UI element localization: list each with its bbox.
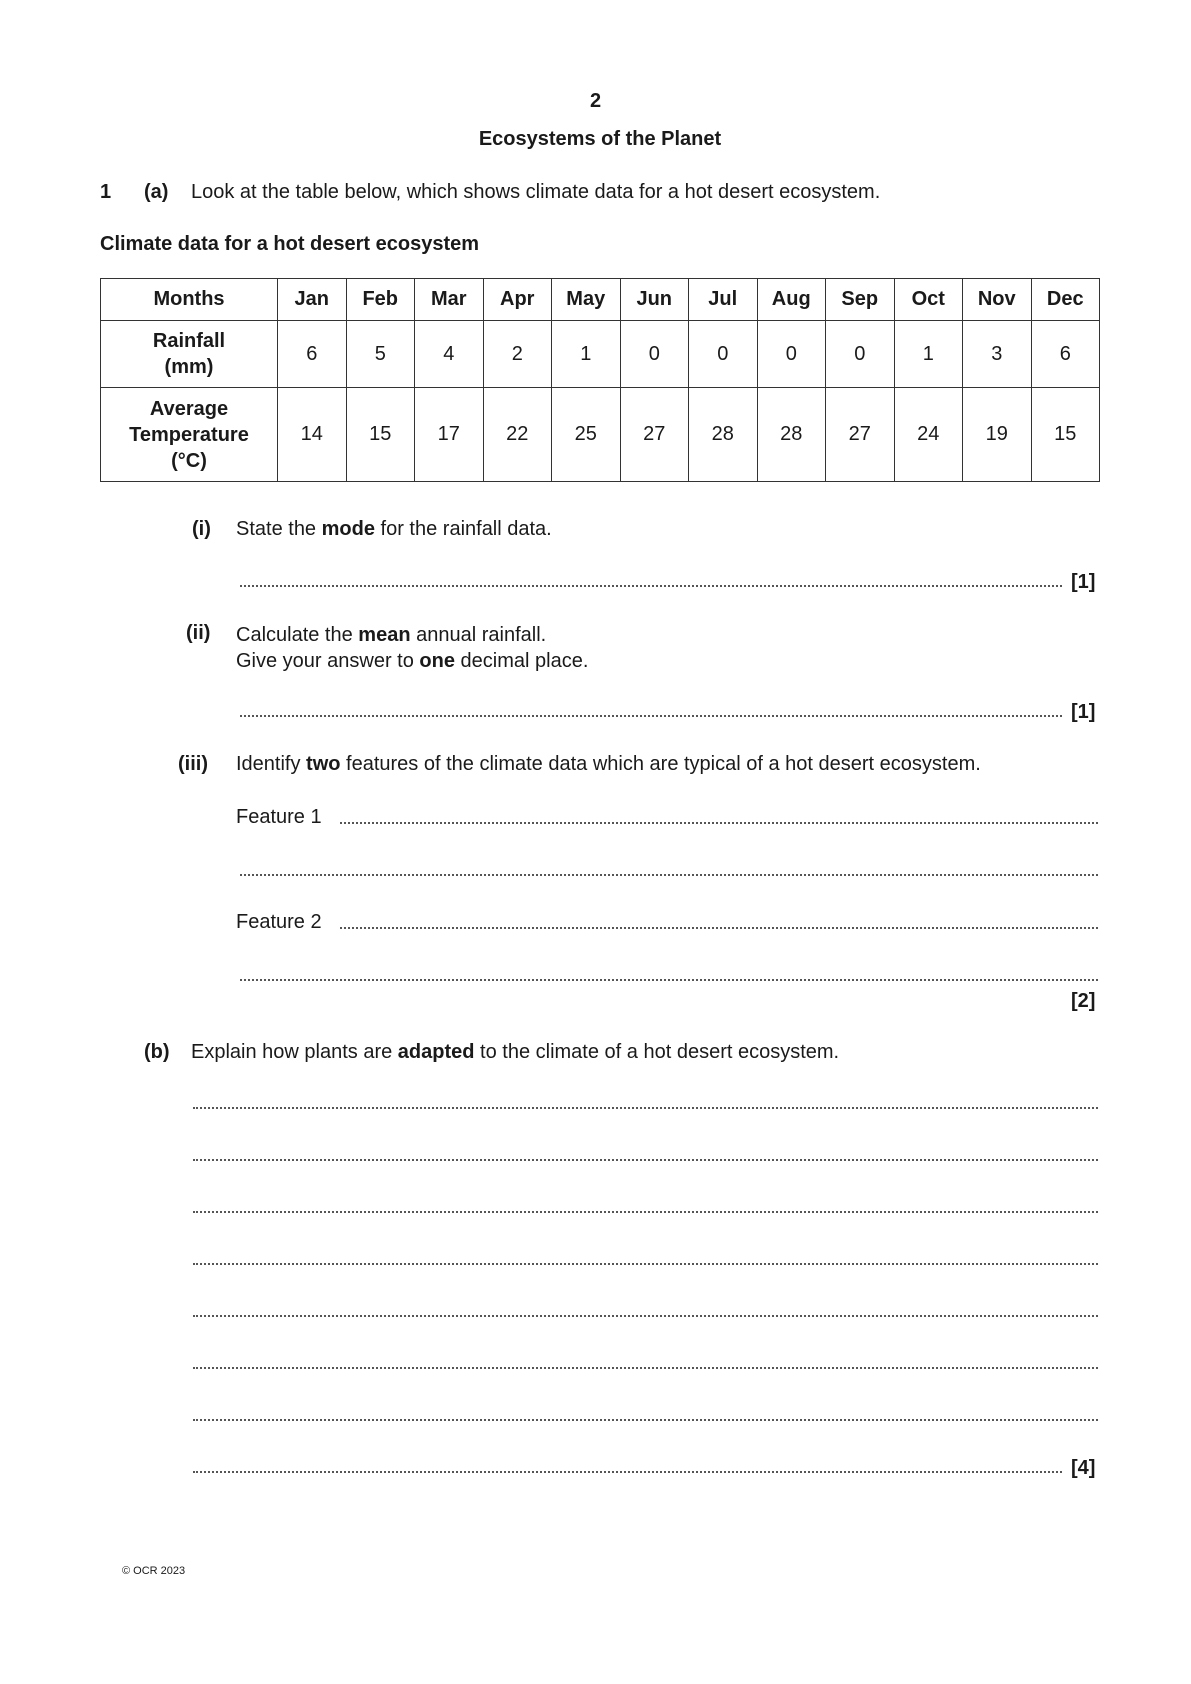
answer-line-b[interactable] — [193, 1419, 1098, 1421]
temperature-cell: 14 — [278, 388, 347, 482]
sub-ii-line1-emphasis: mean — [358, 624, 411, 646]
feature-1-label: Feature 1 — [236, 806, 322, 828]
rainfall-cell: 0 — [689, 321, 758, 388]
temperature-cell: 15 — [1031, 388, 1100, 482]
temperature-cell: 28 — [757, 388, 826, 482]
sub-ii-line2 — [236, 648, 588, 674]
sub-iii-label: (iii) — [178, 753, 208, 775]
sub-i-question — [236, 518, 552, 541]
month-header: Jan — [278, 279, 347, 321]
temperature-row — [101, 388, 1100, 482]
rainfall-cell: 6 — [278, 321, 347, 388]
table-header-row — [101, 279, 1100, 321]
temperature-cell: 17 — [415, 388, 484, 482]
feature-1-line[interactable] — [340, 822, 1098, 824]
temperature-cell: 22 — [483, 388, 552, 482]
rainfall-row — [101, 321, 1100, 388]
sub-ii-line2-text: Give your answer to — [236, 650, 420, 672]
temperature-row-header — [101, 388, 278, 482]
rainfall-cell: 0 — [757, 321, 826, 388]
answer-line-b[interactable] — [193, 1471, 1062, 1473]
sub-i-label: (i) — [192, 518, 211, 540]
month-header: Mar — [415, 279, 484, 321]
answer-line-ii[interactable] — [240, 715, 1062, 717]
part-b-label: (b) — [144, 1041, 170, 1063]
sub-iii-text-end: features of the climate data which are typical of a hot desert ecosystem. — [340, 753, 981, 775]
sub-ii-label: (ii) — [186, 622, 211, 644]
sub-i-text: State the — [236, 518, 322, 540]
marks-b: [4] — [1071, 1457, 1096, 1479]
sub-ii-line1-text: Calculate the — [236, 624, 359, 646]
table-header-months: Months — [101, 279, 278, 321]
month-header: Feb — [346, 279, 415, 321]
month-header: Jun — [620, 279, 689, 321]
sub-ii-question — [236, 622, 588, 674]
temperature-cell: 27 — [826, 388, 895, 482]
part-a-label: (a) — [144, 181, 169, 203]
answer-line-b[interactable] — [193, 1367, 1098, 1369]
rainfall-cell: 5 — [346, 321, 415, 388]
marks-ii: [1] — [1071, 701, 1096, 723]
part-b-text: Explain how plants are — [191, 1041, 398, 1063]
section-title: Ecosystems of the Planet — [478, 128, 722, 150]
temperature-cell: 19 — [963, 388, 1032, 482]
climate-data-table — [100, 278, 1100, 482]
sub-iii-text: Identify — [236, 753, 307, 775]
month-header: Nov — [963, 279, 1032, 321]
temperature-unit: (°C) — [171, 449, 207, 472]
page-number: 2 — [589, 90, 602, 112]
rainfall-cell: 1 — [894, 321, 963, 388]
month-header: Oct — [894, 279, 963, 321]
rainfall-label: Rainfall — [152, 330, 226, 352]
answer-line-b[interactable] — [193, 1263, 1098, 1265]
temperature-cell: 25 — [552, 388, 621, 482]
rainfall-cell: 4 — [415, 321, 484, 388]
part-a-intro: Look at the table below, which shows climate data for a hot desert ecosystem. — [191, 181, 881, 203]
month-header: Sep — [826, 279, 895, 321]
month-header: Jul — [689, 279, 758, 321]
part-b-question — [191, 1041, 839, 1064]
question-number: 1 — [100, 181, 112, 203]
temperature-cell: 15 — [346, 388, 415, 482]
sub-ii-line1-end: annual rainfall. — [410, 624, 547, 646]
temperature-cell: 27 — [620, 388, 689, 482]
feature-1-line-2[interactable] — [240, 874, 1098, 876]
month-header: Dec — [1031, 279, 1100, 321]
answer-line-b[interactable] — [193, 1159, 1098, 1161]
sub-iii-emphasis: two — [306, 753, 341, 775]
copyright-footer: © OCR 2023 — [122, 1565, 186, 1577]
part-b-text-end: to the climate of a hot desert ecosystem. — [474, 1041, 840, 1063]
rainfall-cell: 0 — [826, 321, 895, 388]
sub-ii-line2-end: decimal place. — [454, 650, 589, 672]
rainfall-cell: 3 — [963, 321, 1032, 388]
sub-ii-line1 — [236, 622, 588, 648]
sub-i-text-end: for the rainfall data. — [374, 518, 552, 540]
table-caption: Climate data for a hot desert ecosystem — [100, 233, 480, 255]
month-header: Apr — [483, 279, 552, 321]
month-header: Aug — [757, 279, 826, 321]
rainfall-cell: 0 — [620, 321, 689, 388]
rainfall-cell: 6 — [1031, 321, 1100, 388]
feature-2-label: Feature 2 — [236, 911, 322, 933]
rainfall-unit: (mm) — [164, 356, 214, 378]
rainfall-cell: 2 — [483, 321, 552, 388]
answer-line-b[interactable] — [193, 1315, 1098, 1317]
rainfall-cell: 1 — [552, 321, 621, 388]
answer-line-i[interactable] — [240, 585, 1062, 587]
answer-line-b[interactable] — [193, 1211, 1098, 1213]
marks-iii: [2] — [1071, 990, 1096, 1012]
part-b-emphasis: adapted — [397, 1041, 475, 1063]
temperature-label-line2: Temperature — [129, 423, 249, 446]
marks-i: [1] — [1071, 571, 1096, 593]
temperature-cell: 24 — [894, 388, 963, 482]
temperature-label-line1: Average — [149, 397, 229, 420]
month-header: May — [552, 279, 621, 321]
rainfall-row-header — [101, 321, 278, 388]
temperature-cell: 28 — [689, 388, 758, 482]
feature-2-line-2[interactable] — [240, 979, 1098, 981]
sub-i-emphasis: mode — [321, 518, 375, 540]
feature-2-line[interactable] — [340, 927, 1098, 929]
sub-ii-line2-emphasis: one — [419, 650, 455, 672]
sub-iii-question — [236, 753, 981, 776]
answer-line-b[interactable] — [193, 1107, 1098, 1109]
